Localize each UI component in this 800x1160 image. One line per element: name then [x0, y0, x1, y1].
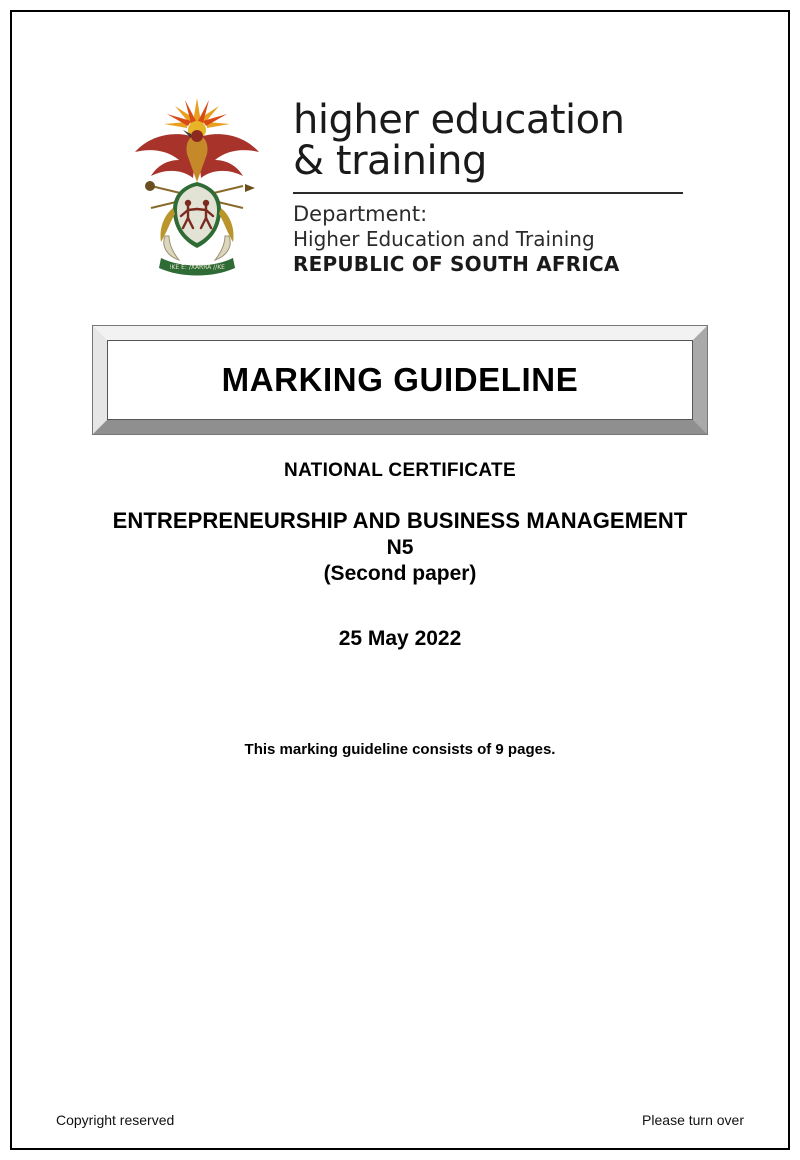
department-wordmark [293, 90, 683, 276]
title-plate-container [56, 326, 744, 434]
department-name: Higher Education and Training [293, 227, 595, 252]
turn-over-note: Please turn over [642, 1112, 744, 1128]
wordmark-line-1: higher education [293, 97, 625, 143]
exam-date: 25 May 2022 [338, 627, 462, 651]
page-count-note: This marking guideline consists of 9 pages. [244, 741, 556, 759]
copyright-note: Copyright reserved [56, 1112, 175, 1128]
exam-info-block [56, 460, 744, 758]
page-footer [56, 1112, 744, 1128]
south-africa-coat-of-arms-icon [117, 90, 277, 280]
subject-level: N5 [386, 535, 414, 559]
country-name: REPUBLIC OF SOUTH AFRICA [293, 251, 620, 276]
certificate-line: NATIONAL CERTIFICATE [284, 460, 516, 481]
wordmark-divider [293, 192, 683, 194]
department-label: Department: [293, 201, 428, 226]
svg-text:!KE E: /XARRA //KE: !KE E: /XARRA //KE [169, 264, 225, 271]
title-plate-inner [107, 340, 693, 420]
document-header [56, 90, 744, 280]
page-title: MARKING GUIDELINE [221, 361, 579, 398]
paper-number: (Second paper) [323, 562, 477, 586]
wordmark-line-2: & training [293, 137, 487, 184]
title-plate [93, 326, 707, 434]
page-content [10, 10, 790, 1150]
subject-title: ENTREPRENEURSHIP AND BUSINESS MANAGEMENT [112, 508, 688, 533]
